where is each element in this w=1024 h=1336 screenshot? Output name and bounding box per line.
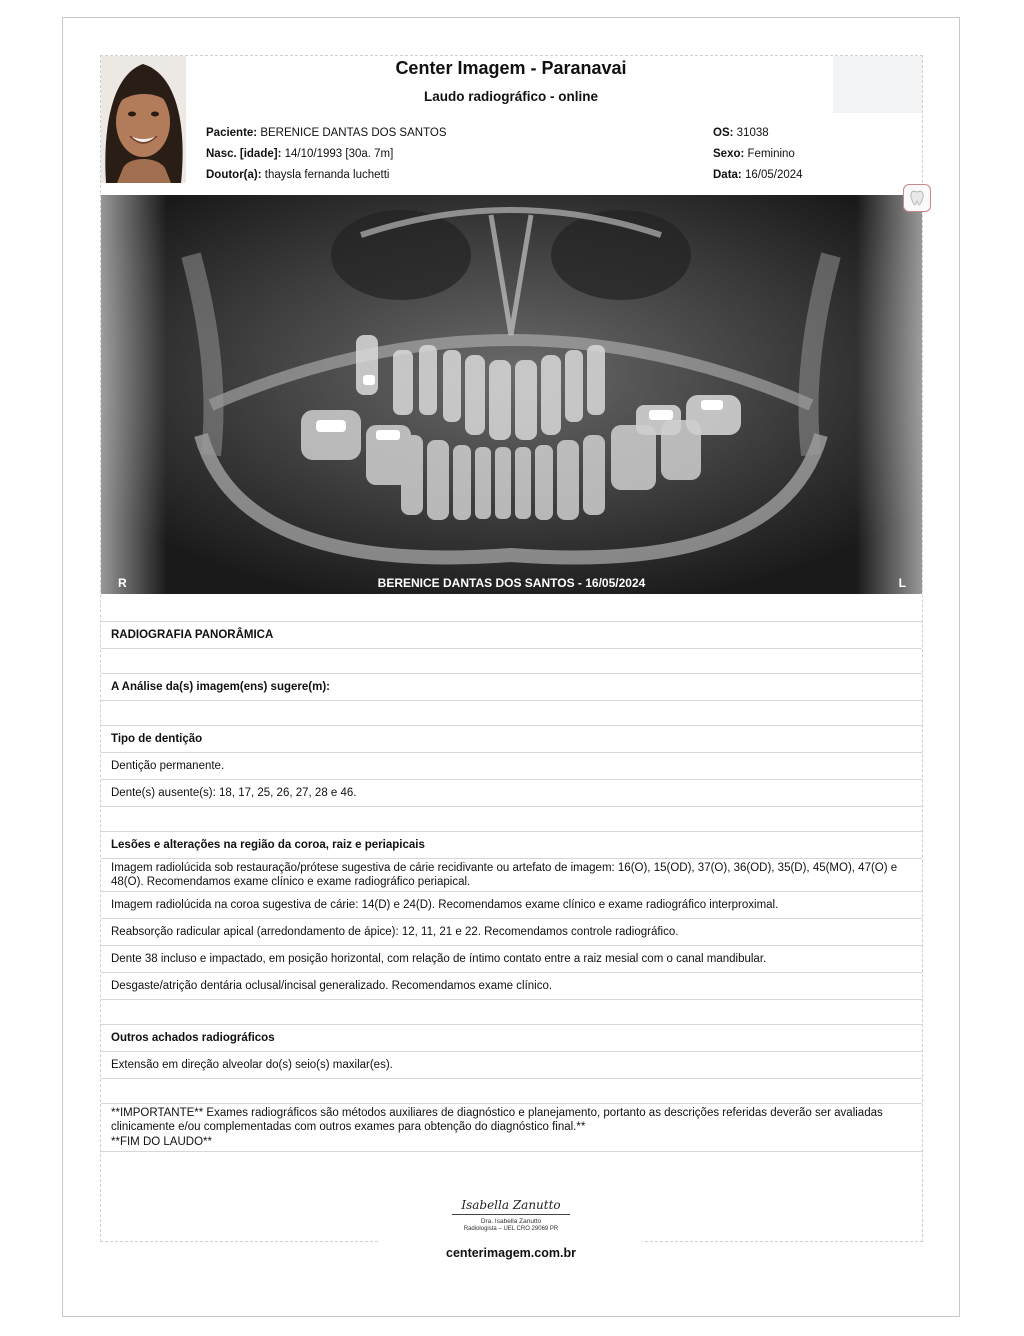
other-finding: Extensão em direção alveolar do(s) seio(s) maxilar(es). (101, 1051, 922, 1078)
lesion-finding: Dente 38 incluso e impactado, em posição horizontal, com relação de íntimo contato entre a raiz mesial com o canal mandibular. (101, 945, 922, 972)
lesion-finding: Imagem radiolúcida na coroa sugestiva de cárie: 14(D) e 24(D). Recomendamos exame clínico e exame radiográfico interproximal. (101, 891, 922, 918)
end-of-report: **FIM DO LAUDO** (111, 1136, 212, 1148)
radiologist-name: Dra. Isabella Zanutto (480, 1218, 542, 1225)
spacer-row (101, 1078, 922, 1103)
date-label: Data: (713, 169, 742, 181)
date-value: 16/05/2024 (744, 169, 803, 181)
birth-field (206, 148, 393, 160)
others-heading: Outros achados radiográficos (101, 1024, 922, 1051)
sex-field (713, 148, 795, 160)
logo-placeholder (833, 56, 922, 113)
lesion-finding: Imagem radiolúcida sob restauração/prótese sugestiva de cárie recidivante ou artefato de imagem: 16(O), 15(OD), 37(O), 36(OD), 35(D), 45(MO), 47(O) e 48(O). Recomendamos exame clínico e exame radiográfico periapical. (101, 858, 922, 891)
date-field (713, 169, 803, 181)
signature-block (452, 1198, 570, 1232)
exam-title: RADIOGRAFIA PANORÂMICA (101, 621, 922, 648)
important-note: **IMPORTANTE** Exames radiográficos são métodos auxiliares de diagnóstico e planejamento, portanto as descrições referidas deverão ser avaliadas clinicamente e/ou complementadas com outros exames para obtenção do diagnóstico final.** (111, 1107, 883, 1133)
doctor-value: thaysla fernanda luchetti (264, 169, 390, 181)
spacer-row (101, 806, 922, 831)
os-field (713, 127, 769, 139)
patient-name-label: Paciente: (206, 127, 258, 139)
report-subtitle: Laudo radiográfico - online (423, 89, 598, 104)
xray-left-marker: L (898, 576, 906, 590)
patient-name-field (206, 127, 447, 139)
birth-value: 14/10/1993 [30a. 7m] (284, 148, 394, 160)
xray-right-marker: R (118, 576, 127, 590)
os-label: OS: (713, 127, 734, 139)
clinic-title: Center Imagem - Paranavai (395, 58, 627, 78)
spacer-row (101, 700, 922, 725)
sex-value: Feminino (747, 148, 795, 160)
tooth-icon[interactable] (903, 184, 931, 212)
spacer-row (101, 999, 922, 1024)
lesion-finding: Desgaste/atrição dentária oclusal/incisal generalizado. Recomendamos exame clínico. (101, 972, 922, 999)
radiologist-credentials: Radiologista – UEL CRO 29069 PR (463, 1226, 559, 1232)
signature-line (452, 1214, 570, 1215)
spacer-row (101, 648, 922, 673)
missing-teeth: Dente(s) ausente(s): 18, 17, 25, 26, 27, 28 e 46. (101, 779, 922, 806)
lesions-heading: Lesões e alterações na região da coroa, raiz e periapicais (101, 831, 922, 858)
xray-caption: BERENICE DANTAS DOS SANTOS - 16/05/2024 (377, 576, 646, 590)
footer-website[interactable]: centerimagem.com.br (446, 1246, 576, 1260)
dentition-type: Dentição permanente. (101, 752, 922, 779)
doctor-label: Doutor(a): (206, 169, 262, 181)
doctor-field (206, 169, 389, 181)
os-value: 31038 (736, 127, 769, 139)
handwritten-signature: Isabella Zanutto (461, 1198, 561, 1212)
patient-photo (101, 56, 186, 183)
sex-label: Sexo: (713, 148, 745, 160)
birth-label: Nasc. [idade]: (206, 148, 282, 160)
dentition-heading: Tipo de dentição (101, 725, 922, 752)
report-body (101, 621, 922, 1152)
disclaimer-block (101, 1103, 922, 1152)
patient-name: BERENICE DANTAS DOS SANTOS (260, 127, 447, 139)
panoramic-xray[interactable] (101, 195, 922, 594)
lesion-finding: Reabsorção radicular apical (arredondamento de ápice): 12, 11, 21 e 22. Recomendamos controle radiográfico. (101, 918, 922, 945)
analysis-heading: A Análise da(s) imagem(ens) sugere(m): (101, 673, 922, 700)
